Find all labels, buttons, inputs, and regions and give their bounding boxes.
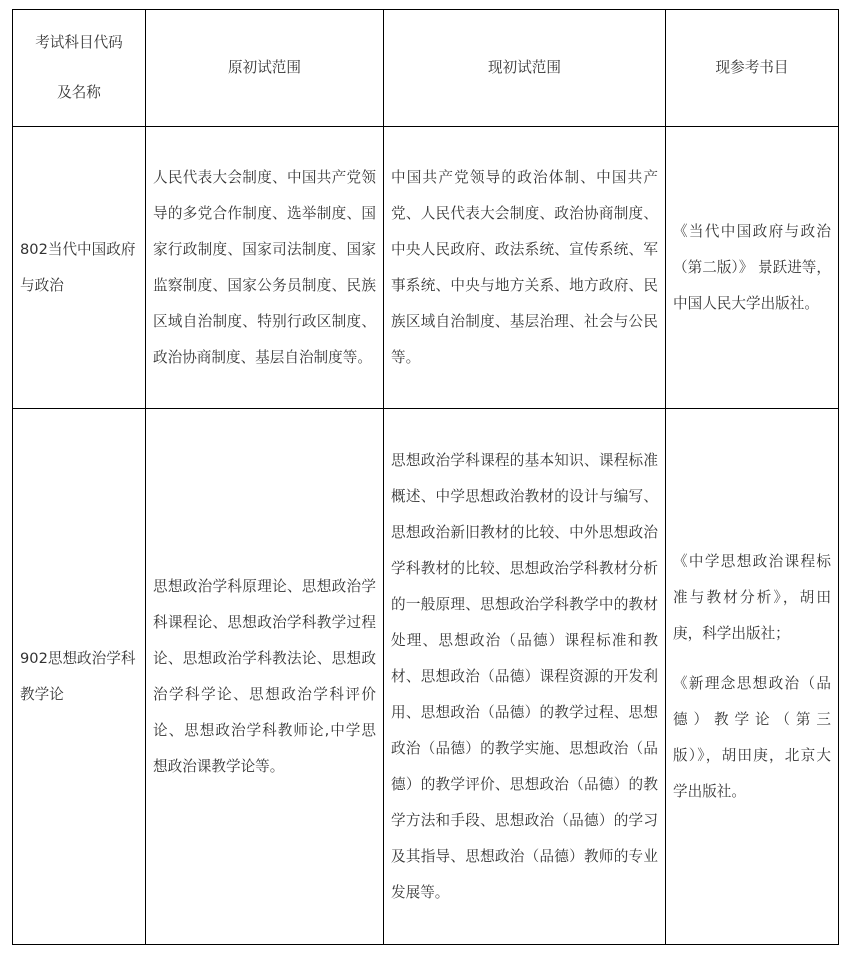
table-row — [13, 409, 839, 945]
header-subject-line1: 考试科目代码 — [35, 34, 123, 51]
current-scope-cell: 中国共产党领导的政治体制、中国共产党、人民代表大会制度、政治协商制度、中央人民政府、政法系统、宣传系统、军事系统、中央与地方关系、地方政府、民族区域自治制度、基层治理、社会与公民等。 — [384, 127, 666, 409]
header-subject-line2: 及名称 — [57, 84, 101, 101]
book-entry: 《当代中国政府与政治（第二版）》 景跃进等，中国人民大学出版社。 — [673, 222, 831, 312]
books-cell — [666, 409, 839, 945]
table-header-row — [13, 10, 839, 127]
book-entry: 《中学思想政治课程标准与教材分析》，胡田庚，科学出版社； — [673, 552, 831, 642]
original-scope-cell: 思想政治学科原理论、思想政治学科课程论、思想政治学科教学过程论、思想政治学科教法论、思想政治学科学论、思想政治学科评价论、思想政治学科教师论,中学思想政治课教学论等。 — [146, 409, 384, 945]
header-current-scope: 现初试范围 — [384, 10, 666, 127]
books-cell — [666, 127, 839, 409]
header-subject — [13, 10, 146, 127]
header-original-scope: 原初试范围 — [146, 10, 384, 127]
table-row — [13, 127, 839, 409]
header-books: 现参考书目 — [666, 10, 839, 127]
subject-cell: 902思想政治学科教学论 — [13, 409, 146, 945]
current-scope-cell: 思想政治学科课程的基本知识、课程标准概述、中学思想政治教材的设计与编写、思想政治新旧教材的比较、中外思想政治学科教材的比较、思想政治学科教材分析的一般原理、思想政治学科教学中的教材处理、思想政治（品德）课程标准和教材、思想政治（品德）课程资源的开发利用、思想政治（品德）的教学过程、思想政治（品德）的教学实施、思想政治（品德）的教学评价、思想政治（品德）的教学方法和手段、思想政治（品德）的学习及其指导、思想政治（品德）教师的专业发展等。 — [384, 409, 666, 945]
original-scope-cell: 人民代表大会制度、中国共产党领导的多党合作制度、选举制度、国家行政制度、国家司法制度、国家监察制度、国家公务员制度、民族区域自治制度、特别行政区制度、政治协商制度、基层自治制度等。 — [146, 127, 384, 409]
exam-scope-table — [12, 9, 839, 945]
subject-cell: 802当代中国政府与政治 — [13, 127, 146, 409]
book-entry: 《新理念思想政治（品德）教学论（第三版）》，胡田庚，北京大学出版社。 — [673, 674, 831, 800]
